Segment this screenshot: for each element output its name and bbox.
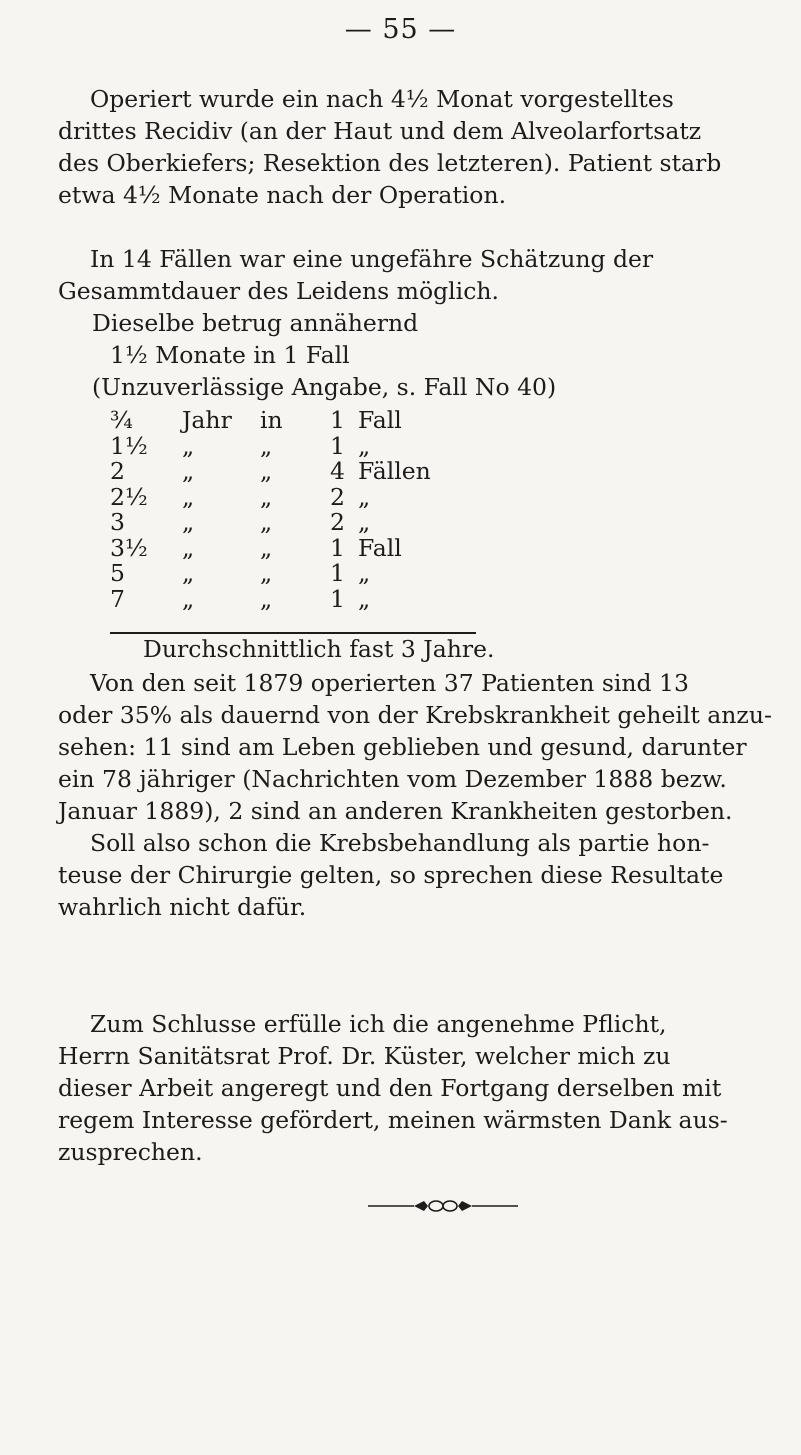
first-case-line: 1½ Monate in 1 Fall bbox=[110, 341, 350, 369]
text-line: des Oberkiefers; Resektion des letzteren). Patient starb bbox=[58, 149, 722, 177]
note-unreliable: (Unzuverlässige Angabe, s. Fall No 40) bbox=[92, 373, 557, 401]
cases-cell: „ bbox=[358, 482, 371, 511]
unit-cell: „ bbox=[182, 584, 195, 613]
unit-cell: „ bbox=[182, 508, 195, 536]
count-cell: 1 bbox=[330, 584, 345, 613]
unit-cell: Jahr bbox=[182, 406, 232, 434]
average-duration: Durchschnittlich fast 3 Jahre. bbox=[143, 635, 495, 663]
duration-cell: 2½ bbox=[110, 482, 148, 511]
in-cell: „ bbox=[260, 457, 273, 485]
text-line: teuse der Chirurgie gelten, so sprechen diese Resultate bbox=[58, 861, 724, 889]
count-cell: 1 bbox=[330, 533, 345, 562]
duration-cell: 3 bbox=[110, 508, 125, 536]
duration-cell: 1½ bbox=[110, 431, 148, 460]
count-cell: 1 bbox=[330, 406, 345, 434]
in-cell: „ bbox=[260, 533, 273, 562]
paragraph-operation-recurrence bbox=[58, 83, 758, 211]
text-line: sehen: 11 sind am Leben geblieben und gesund, darunter bbox=[58, 733, 747, 761]
text-line: regem Interesse gefördert, meinen wärmsten Dank aus- bbox=[58, 1106, 728, 1134]
text-line: wahrlich nicht dafür. bbox=[58, 893, 307, 921]
cases-cell: Fall bbox=[358, 533, 402, 562]
unit-cell: „ bbox=[182, 431, 195, 460]
count-cell: 1 bbox=[330, 559, 345, 587]
text-line: In 14 Fällen war eine ungefähre Schätzung der bbox=[90, 245, 654, 273]
count-cell: 2 bbox=[330, 508, 345, 536]
count-cell: 1 bbox=[330, 431, 345, 460]
text-line: dieser Arbeit angeregt und den Fortgang derselben mit bbox=[58, 1074, 722, 1102]
unit-cell: „ bbox=[182, 457, 195, 485]
intro-line: Dieselbe betrug annähernd bbox=[92, 309, 419, 337]
duration-cell: ¾ bbox=[110, 406, 133, 434]
cases-cell: „ bbox=[358, 584, 371, 613]
cases-cell: Fall bbox=[358, 406, 402, 434]
text-line: oder 35% als dauernd von der Krebskrankheit geheilt anzu- bbox=[58, 701, 772, 729]
paragraph-estimate bbox=[58, 243, 758, 307]
count-cell: 4 bbox=[330, 457, 345, 485]
text-line: Gesammtdauer des Leidens möglich. bbox=[58, 277, 499, 305]
in-cell: „ bbox=[260, 508, 273, 536]
cases-cell: „ bbox=[358, 508, 371, 536]
text-line: etwa 4½ Monate nach der Operation. bbox=[58, 181, 507, 209]
text-line: drittes Recidiv (an der Haut und dem Alveolarfortsatz bbox=[58, 117, 702, 145]
duration-cell: 2 bbox=[110, 457, 125, 485]
paragraph-results bbox=[58, 667, 772, 923]
cases-cell: Fällen bbox=[358, 457, 431, 485]
unit-cell: „ bbox=[182, 559, 195, 587]
in-cell: „ bbox=[260, 431, 273, 460]
text-line: Herrn Sanitätsrat Prof. Dr. Küster, welcher mich zu bbox=[58, 1042, 671, 1070]
text-line: Januar 1889), 2 sind an anderen Krankheiten gestorben. bbox=[58, 797, 733, 825]
unit-cell: „ bbox=[182, 533, 195, 562]
text-line: Operiert wurde ein nach 4½ Monat vorgestelltes bbox=[90, 85, 674, 113]
cases-cell: „ bbox=[358, 431, 371, 460]
text-line: Von den seit 1879 operierten 37 Patienten sind 13 bbox=[90, 669, 689, 697]
in-cell: „ bbox=[260, 482, 273, 511]
text-line: zusprechen. bbox=[58, 1138, 203, 1166]
paragraph-acknowledgement bbox=[58, 1008, 758, 1168]
cases-cell: „ bbox=[358, 559, 371, 587]
in-cell: „ bbox=[260, 559, 273, 587]
text-line: Soll also schon die Krebsbehandlung als partie hon- bbox=[90, 829, 710, 857]
text-line: Zum Schlusse erfülle ich die angenehme Pflicht, bbox=[90, 1010, 667, 1038]
duration-cell: 7 bbox=[110, 584, 125, 613]
unit-cell: „ bbox=[182, 482, 195, 511]
in-cell: in bbox=[260, 406, 283, 434]
text-line: ein 78 jähriger (Nachrichten vom Dezember 1888 bezw. bbox=[58, 765, 727, 793]
duration-cell: 3½ bbox=[110, 533, 148, 562]
page-number: — 55 — bbox=[344, 14, 457, 45]
in-cell: „ bbox=[260, 584, 273, 613]
end-ornament-icon bbox=[368, 1199, 518, 1213]
count-cell: 2 bbox=[330, 482, 345, 511]
duration-cell: 5 bbox=[110, 559, 125, 587]
